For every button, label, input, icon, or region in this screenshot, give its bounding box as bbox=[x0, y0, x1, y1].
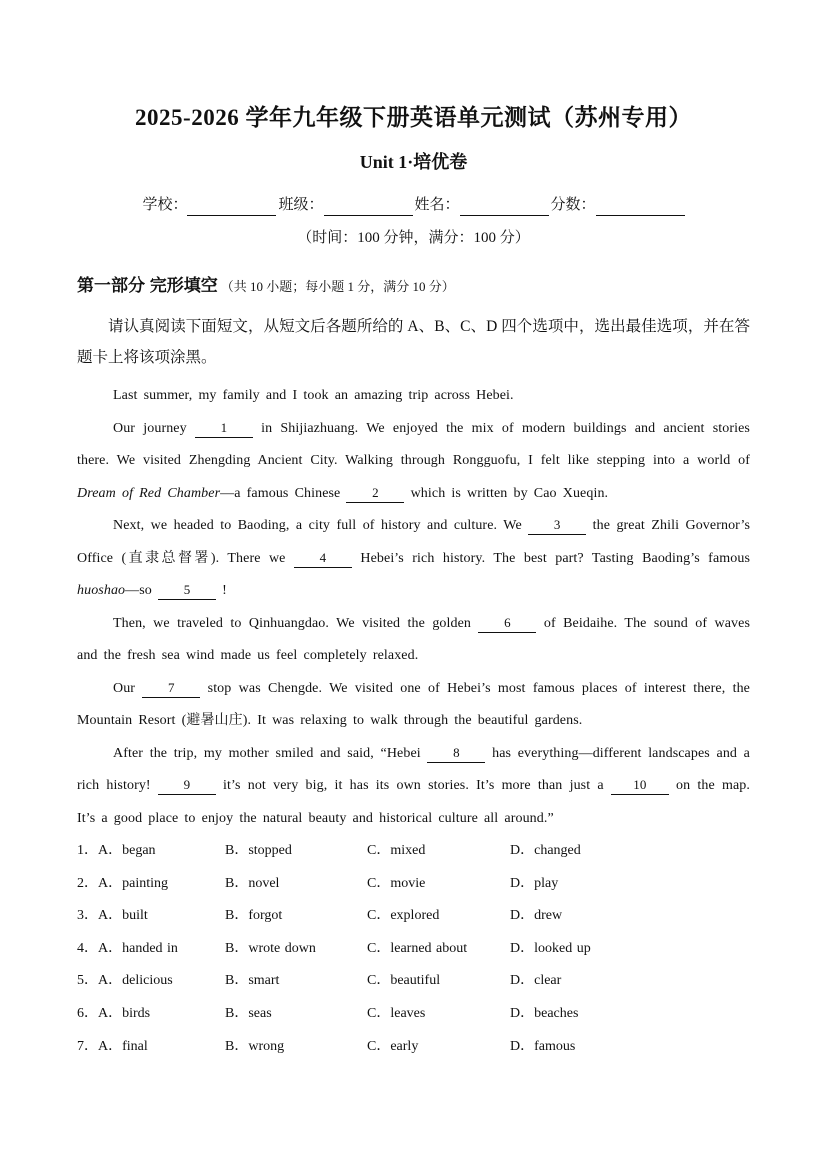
school-field bbox=[142, 195, 276, 216]
question-7-option-a: 7．A．final bbox=[77, 1038, 148, 1054]
question-4-option-c: C．learned about bbox=[367, 940, 468, 956]
question-1-option-d: D．changed bbox=[510, 843, 581, 858]
cloze-blank-2: 2 bbox=[346, 485, 404, 503]
question-2-option-a: 2．A．painting bbox=[77, 875, 168, 891]
question-6-option-b: B．seas bbox=[225, 1005, 272, 1021]
exam-subtitle: Unit 1·培优卷 bbox=[359, 152, 468, 172]
cloze-blank-4: 4 bbox=[294, 550, 352, 568]
question-row-4 bbox=[77, 933, 750, 966]
question-2-option-b: B．novel bbox=[225, 875, 280, 891]
passage-paragraph: Our journey 1 in Shijiazhuang. We enjoyed the mix of modern buildings and ancient stories there. We visited Zhengding Ancient City. Walking through Rongguofu, I felt like stepping into a world of Dream of Red Chamber—a famous Chinese 2 which is written by Cao Xueqin. bbox=[77, 419, 750, 501]
question-3-option-a: 3．A．built bbox=[77, 908, 148, 924]
passage-paragraph: Then, we traveled to Qinhuangdao. We visited the golden 6 of Beidaihe. The sound of waves and the fresh sea wind made us feel completely relaxed. bbox=[77, 614, 750, 663]
school-blank bbox=[187, 198, 276, 216]
passage-paragraph: Next, we headed to Baoding, a city full of history and culture. We 3 the great Zhili Governor’s Office (直隶总督署). There we 4 Hebei’s rich history. The best part? Tasting Baoding’s famous huoshao—so 5 ! bbox=[77, 517, 750, 598]
question-3-option-d: D．drew bbox=[510, 908, 563, 924]
question-row-3 bbox=[77, 900, 750, 933]
score-blank bbox=[596, 198, 685, 216]
question-list bbox=[77, 835, 750, 1063]
cloze-blank-3: 3 bbox=[528, 517, 586, 535]
cloze-blank-7: 7 bbox=[142, 680, 200, 698]
class-blank bbox=[324, 198, 413, 216]
question-row-6 bbox=[77, 998, 750, 1031]
name-label: 姓名： bbox=[414, 197, 460, 213]
question-6-option-c: C．leaves bbox=[367, 1005, 426, 1021]
passage-paragraph: Our 7 stop was Chengde. We visited one of Hebei’s most famous places of interest there, the Mountain Resort (避暑山庄). It was relaxing to walk through the beautiful gardens. bbox=[77, 679, 750, 728]
passage-paragraph: Last summer, my family and I took an amazing trip across Hebei. bbox=[113, 388, 514, 403]
name-blank bbox=[460, 198, 549, 216]
question-5-option-b: B．smart bbox=[225, 973, 280, 989]
question-1-option-c: C．mixed bbox=[367, 843, 426, 858]
question-4-option-d: D．looked up bbox=[510, 940, 591, 956]
question-row-7 bbox=[77, 1031, 750, 1064]
question-row-5 bbox=[77, 965, 750, 998]
question-3-option-b: B．forgot bbox=[225, 908, 283, 924]
school-label: 学校： bbox=[142, 197, 188, 213]
question-1-option-b: B．stopped bbox=[225, 843, 292, 858]
passage-paragraph: After the trip, my mother smiled and said, “Hebei 8 has everything—different landscapes and a rich history! 9 it’s not very big, it has its own stories. It’s more than just a 10 on the map. It’s a good place to enjoy the natural beauty and historical culture all around.” bbox=[77, 744, 751, 826]
class-field bbox=[278, 195, 412, 216]
cloze-blank-8: 8 bbox=[427, 745, 485, 763]
name-field bbox=[415, 195, 549, 216]
cloze-blank-6: 6 bbox=[478, 615, 536, 633]
question-row-2 bbox=[77, 868, 750, 901]
cloze-blank-9: 9 bbox=[158, 777, 216, 795]
question-6-option-d: D．beaches bbox=[510, 1005, 579, 1021]
exam-meta: （时间：100 分钟，满分：100 分） bbox=[297, 230, 530, 246]
question-7-option-b: B．wrong bbox=[225, 1038, 285, 1054]
question-2-option-c: C．movie bbox=[367, 875, 426, 891]
score-label: 分数： bbox=[550, 197, 596, 213]
cloze-blank-1: 1 bbox=[195, 420, 253, 438]
section-instructions: 请认真阅读下面短文，从短文后各题所给的 A、B、C、D 四个选项中，选出最佳选项，并在答题卡上将该项涂黑。 bbox=[77, 318, 750, 366]
question-2-option-d: D．play bbox=[510, 875, 559, 891]
exam-title: 2025-2026 学年九年级下册英语单元测试（苏州专用） bbox=[135, 105, 692, 130]
question-1-option-a: 1．A．began bbox=[77, 843, 156, 858]
score-field bbox=[551, 195, 685, 216]
question-4-option-b: B．wrote down bbox=[225, 940, 316, 956]
question-6-option-a: 6．A．birds bbox=[77, 1005, 151, 1021]
section-heading bbox=[77, 274, 750, 298]
class-label: 班级： bbox=[278, 197, 324, 213]
question-7-option-c: C．early bbox=[367, 1038, 419, 1054]
student-info-line bbox=[77, 195, 750, 216]
question-5-option-a: 5．A．delicious bbox=[77, 973, 173, 989]
section-title: 第一部分 完形填空 bbox=[77, 276, 218, 295]
question-7-option-d: D．famous bbox=[510, 1038, 576, 1054]
question-row-1 bbox=[77, 835, 750, 868]
question-5-option-d: D．clear bbox=[510, 973, 562, 989]
question-4-option-a: 4．A．handed in bbox=[77, 940, 178, 956]
cloze-blank-5: 5 bbox=[158, 582, 216, 600]
italic-text: Dream of Red Chamber bbox=[77, 485, 221, 501]
section-note: （共 10 小题；每小题 1 分，满分 10 分） bbox=[220, 279, 455, 294]
question-3-option-c: C．explored bbox=[367, 908, 440, 924]
cloze-passage bbox=[77, 380, 750, 835]
cloze-blank-10: 10 bbox=[611, 777, 669, 795]
italic-text: huoshao bbox=[77, 583, 126, 598]
question-5-option-c: C．beautiful bbox=[367, 973, 441, 989]
